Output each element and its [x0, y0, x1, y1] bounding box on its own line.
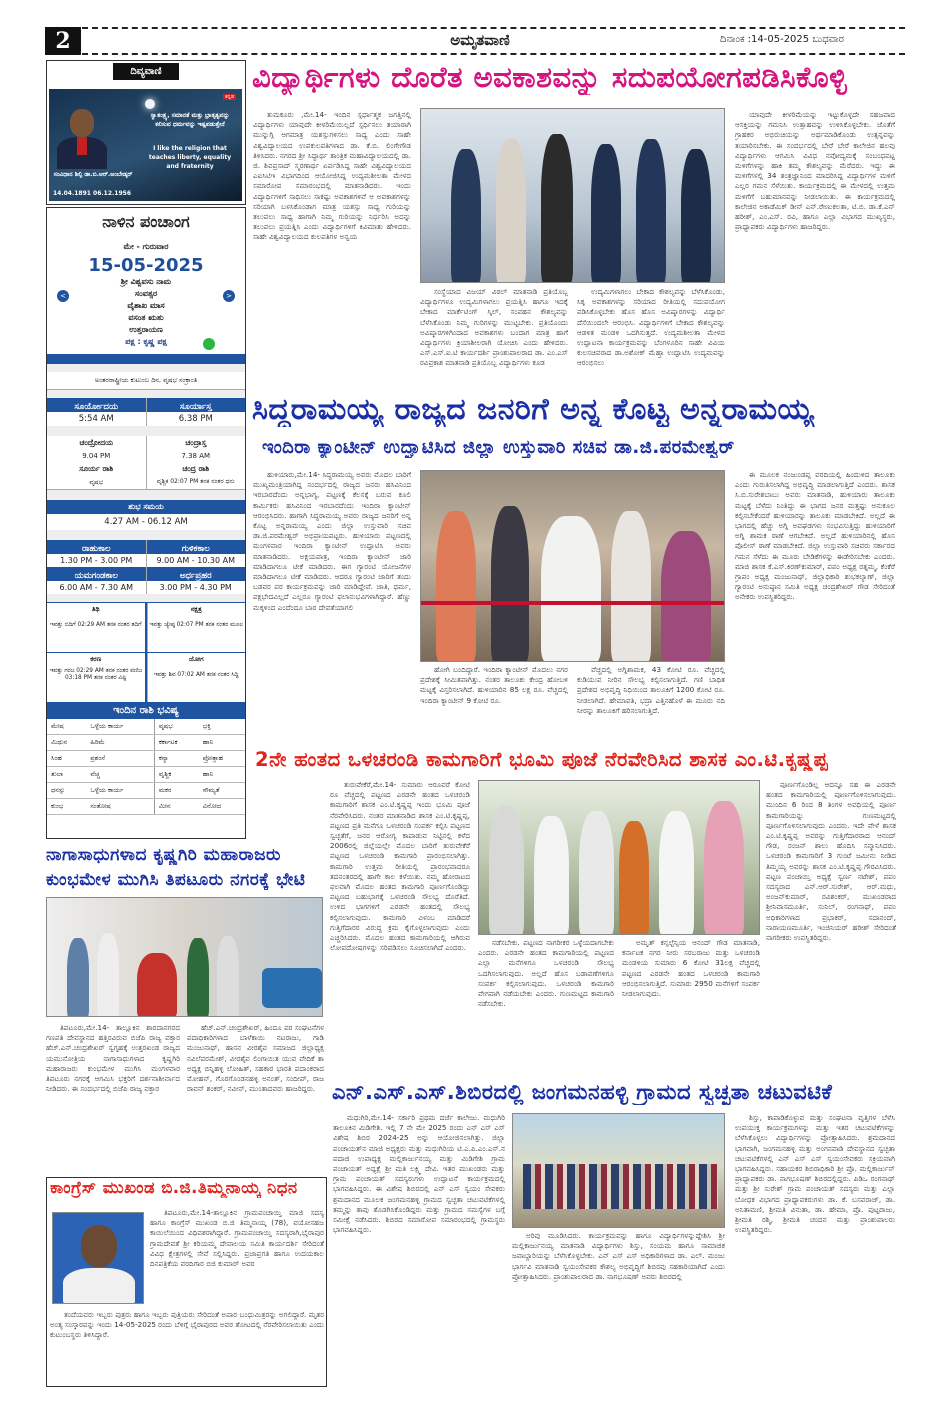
rahu-label: ರಾಹುಕಾಲ	[47, 540, 146, 554]
chandra-rashi: ವೃಶ್ಚಿಕ 02:07 PM ತನಕ ನಂತರ ಧನು	[146, 476, 246, 489]
rashi-name: ಕುಂಭ	[47, 799, 86, 815]
yama-time: 6.00 AM - 7.30 AM	[59, 583, 133, 592]
page-number: 2	[45, 27, 81, 55]
masa: ವೈಶಾಖ ಮಾಸ	[127, 301, 165, 310]
rashi-forecast: ವಿನೋದ	[199, 799, 245, 815]
rashi-forecast: ಪ್ರಶಂಸೆ	[86, 751, 154, 767]
yoga: ಇವತ್ತು ಶಿವ 07:02 AM ತನಕ ನಂತರ ಸಿದ್ಧಿ	[153, 672, 239, 678]
surya-rashi: ವೃಷಭ	[89, 478, 104, 486]
rashi-name: ಕರ್ಕಾಟಕ	[154, 735, 198, 751]
rashi-row	[47, 719, 245, 735]
rashi-name: ಮೇಷ	[47, 719, 86, 735]
article3-headline: 2ನೇ ಹಂತದ ಒಳಚರಂಡಿ ಕಾಮಗಾರಿಗೆ ಭೂಮಿ ಪೂಜೆ ನೆರವೇರಿಸಿದ ಶಾಸಕ ಎಂ.ಟಿ.ಕೃಷ್ಣಪ್ಪ	[255, 748, 829, 771]
ardha-time: 3.00 PM - 4.30 PM	[146, 581, 246, 594]
rashi-row	[47, 783, 245, 799]
article5-headline: ಎನ್.ಎಸ್.ಎಸ್.ಶಿಬಿರದಲ್ಲಿ ಜಂಗಮನಹಳ್ಳಿ ಗ್ರಾಮದ ಸ್ವಚ್ಛತಾ ಚಟುವಟಿಕೆ	[332, 1080, 833, 1104]
article2-col4: ಈ ಮೂಲಕ ನಂಜುಂಡಪ್ಪ ವರದಿಯಲ್ಲಿ ಹಿಂದುಳಿದ ತಾಲೂಕು ಎಂದು ಗುರುತಿಸಲಾಗಿದ್ದ ಅಭಿವೃದ್ಧಿ ಮಾಡಲಾಗುತ್ತಿದೆ ಎಂದರು. ಶಾಸಕ ಸಿ.ಬಿ.ಸುರೇಶಬಾಬು ಅವರು ಮಾತನಾಡಿ, ಹುಳಿಯಾರು ತಾಲೂಕು ಮಟ್ಟಕ್ಕೆ ಬೆಳೆದು ನಿಂತಿದ್ದು ಈ ಭಾಗದ ಜನರ ಮತ್ತಷ್ಟು ಅನುಕೂಲ ಕಲ್ಪಿಸಬೇಕೆಂದರೆ ಹುಳಿಯಾರನ್ನು ತಾಲೂಕು ಮಾಡಬೇಕಿದೆ. ಅಲ್ಲದೆ ಈ ಭಾಗದಲ್ಲಿ ಹೆಚ್ಚು ಅಗ್ನಿ ಅವಘಡಗಳು ಸಂಭವಿಸುತ್ತಿದ್ದು ಹುಳಿಯಾರಿಗೆ ಅಗ್ನಿ ಶಾಮಕ ಠಾಣೆ ಆಗಬೇಕಿದೆ. ಅಲ್ಲದೆ ಹುಳಿಯಾರಿನಲ್ಲಿ ಹೊಸ ಪೊಲೀಸ್ ಠಾಣೆ ಮಾಡಬೇಕಿದೆ. ಜಿಲ್ಲಾ ಉಸ್ತುವಾರಿ ಸಚಿವರು ಸರ್ಕಾರದ ಗಮನ ಸೆಳೆದು ಈ ಮೂರು ಬೇಡಿಕೆಗಳನ್ನು ಈಡೇರಿಸಬೇಕು ಎಂದರು. ಮಾಜಿ ಶಾಸಕ ಕೆ.ಎಸ್.ಕಿರಣ್‌ಕುಮಾರ್, ಪಪಂ ಅಧ್ಯಕ್ಷ ರತ್ನಮ್ಮ, ಕೆಂಕೆರೆ ಗ್ರಾಪಂ ಅಧ್ಯಕ್ಷ ಮಂಜುನಾಥ್, ಜಿಲ್ಲಾಧಿಕಾರಿ ಶುಭಕಲ್ಯಾಣ್, ಜಿಲ್ಲಾ ಗ್ಯಾರಂಟಿ ಅನುಷ್ಠಾನ ಸಮಿತಿ ಅಧ್ಯಕ್ಷ ಚಂದ್ರಶೇಖರ್ ಗೌಡ ಸೇರಿದಂತೆ ಅನೇಕರು ಉಪಸ್ಥಿತರಿದ್ದರು.	[735, 470, 895, 602]
moonrise-time: 9.04 PM	[82, 452, 111, 460]
tithi-label: ತಿಥಿ	[91, 605, 100, 613]
panchanga-title: ನಾಳಿನ ಪಂಚಾಂಗ	[102, 212, 190, 231]
article1-photo	[420, 108, 725, 283]
samvatsara-2: ಸಂವತ್ಸರ	[134, 289, 158, 298]
rashi-name: ಮಕರ	[154, 783, 198, 799]
rashi-title: ಇಂದಿನ ರಾಶಿ ಭವಿಷ್ಯ	[47, 702, 245, 719]
portrait	[57, 109, 107, 169]
ritu: ವಸಂತ ಋತು	[128, 313, 164, 322]
rashi-name: ಧನಸ್ಸು	[47, 783, 86, 799]
rashi-name: ಮಿಥುನ	[47, 735, 86, 751]
article4-headline-line1: ನಾಗಾಸಾಧುಗಳಾದ ಕೃಷ್ಣಗಿರಿ ಮಹಾರಾಜರು	[46, 845, 281, 865]
article1-headline: ವಿದ್ಯಾರ್ಥಿಗಳು ದೊರೆತ ಅವಕಾಶವನ್ನು ಸದುಪಯೋಗಪಡಿಸಿಕೊಳ್ಳಿ	[252, 60, 848, 94]
shubha-time: 4.27 AM - 06.12 AM	[104, 517, 188, 527]
article4-photo	[46, 897, 323, 1017]
whatsapp-icon[interactable]	[203, 338, 215, 350]
rashi-forecast: ಹಾನಿ	[199, 767, 245, 783]
rashi-name: ವೃಶ್ಚಿಕ	[154, 767, 198, 783]
article6-col2: ತಂದೆಯವರು ಇಬ್ಬರು ಪುತ್ರರು ಹಾಗೂ ಇಬ್ಬರು ಪುತ್ರಿಯರು ಸೇರಿದಂತೆ ಅಪಾರ ಬಂಧುಮಿತ್ರರನ್ನು ಅಗಲಿದ್ದಾರೆ. ಮೃತರ ಅಂತ್ಯ ಸಂಸ್ಕಾರವನ್ನು ಇಂದು 14-05-2025 ರಂದು ಬೆಳಿಗ್ಗೆ ಭೈರಾಪುರದ ಅವರ ತೋಟದಲ್ಲಿ ನೆರವೇರಿಸಲಾಯಿತು ಎಂದು ಕುಟುಂಬಸ್ಥರು ತಿಳಿಸಿದ್ದಾರೆ.	[50, 1310, 324, 1340]
ardha-label: ಅರ್ಧಪ್ರಹರ	[146, 567, 246, 581]
chandra-rashi-label: ಚಂದ್ರ ರಾಶಿ	[146, 462, 246, 476]
portrait-name: ಸಂವಿಧಾನ ಶಿಲ್ಪಿ ಡಾ.ಬಿ.ಆರ್.ಅಂಬೇಡ್ಕರ್	[53, 171, 133, 178]
article4-headline-line2: ಕುಂಭಮೇಳ ಮುಗಿಸಿ ತಿಪಟೂರು ನಗರಕ್ಕೆ ಭೇಟಿ	[46, 870, 306, 890]
article3-photo	[478, 780, 760, 935]
article2-col3: ವೆಚ್ಚದಲ್ಲಿ ಅಗ್ನಿಶಾಮಕ, 43 ಕೋಟಿ ರೂ. ವೆಚ್ಚದಲ್ಲಿ ಕುಡಿಯುವ ನೀರಿನ ಸೌಲಭ್ಯ ಕಲ್ಪಿಸಲಾಗುತ್ತಿದೆ. ಗಣಿ ಬಾಧಿತ ಪ್ರದೇಶದ ಅಭಿವೃದ್ಧಿ ನಿಧಿಯಿಂದ ತಾಲೂಕಿಗೆ 1200 ಕೋಟಿ ರೂ. ನೀಡಲಾಗಿದೆ. ಹೇಮಾವತಿ, ಭದ್ರಾ ಎತ್ತಿನಹೊಳೆ ಈ ಮೂರು ನದಿ ನೀರನ್ನು ತಾಲೂಕಿಗೆ ಹರಿಸಲಾಗುತ್ತಿದೆ.	[577, 665, 725, 715]
rashi-forecast: ಒಳ್ಳೆಯ ಕಾರ್ಯ	[86, 719, 154, 735]
article2-headline: ಸಿದ್ಧರಾಮಯ್ಯ ರಾಜ್ಯದ ಜನರಿಗೆ ಅನ್ನ ಕೊಟ್ಟ ಅನ್ನರಾಮಯ್ಯ	[252, 392, 815, 427]
article1-col2: ಸಂಸ್ಥೆಯಾದ ವಿಜಯ್ ವಿಠಲ್ ಮಾತನಾಡಿ ಪ್ರತಿಯೊಬ್ಬ ವಿದ್ಯಾರ್ಥಿಗಳೂ ಉದ್ಯಮಿಗಳಾಗಲು ಪ್ರಯತ್ನಿಸಿ ಹಾಗೂ ಇದಕ್ಕೆ ಬೇಕಾದ ಮಾರ್ಕೆಟಿಂಗ್ ಸ್ಕಿಲ್, ಸಂವಹನ ಕೌಶಲ್ಯವನ್ನು ಬೆಳೆಸಿಕೊಂಡು ನಿಮ್ಮ ಗುರಿಗಳನ್ನು ಮುಟ್ಟಬೇಕು. ಪ್ರತಿಯೊಂದು ಅವಿಷ್ಕಾರಗಳಿಗಿಂದಾದ ಅವಕಾಶಗಳು ಬಂದಾಗ ಮಾತ್ರ ಹಾಗೆ ವಿದ್ಯಾರ್ಥಿಗಳು ಕ್ರಿಯಾಶೀಲರಾಗಿ ಯೋಚಿಸಿ ಎಂದು ಹೇಳಿದರು. ಎಸ್.ಎಸ್.ಐ.ಟಿ ಕಾರ್ಯದರ್ಶಿ ಪ್ರಾಂಶುಪಾಲರಾದ ಡಾ. ಎಂ.ಎಸ್ ರವಿಪ್ರಕಾಶ ಮಾತನಾಡಿ ಪ್ರತಿಯೊಬ್ಬ ವಿದ್ಯಾರ್ಥಿಗಳು ಕೂಡ	[420, 287, 568, 368]
rashi-forecast: ಭಕ್ತಿ	[199, 719, 245, 735]
rashi-forecast: ಸೌಮ್ಯತೆ	[199, 783, 245, 799]
article3-col3: ಅಮೃತ್ ಕನ್ಸಲ್ಟೆನ್ಸಿಯ ಆನಂದ್ ಗೌಡ ಮಾತನಾಡಿ, ಕರ್ನಾಟಕ ನಗರ ನೀರು ಸರಬರಾಜು ಮತ್ತು ಒಳಚರಂಡಿ ಮಂಡಳಿಯ ಸುಮಾರು 6 ಕೋಟಿ 31ಲಕ್ಷ ವೆಚ್ಚದಲ್ಲಿ ಪಟ್ಟಣದ ಎರಡನೇ ಹಂತದ ಒಳಚರಂಡಿ ಕಾಮಗಾರಿ ಆರಂಭಿಸಲಾಗುತ್ತಿದೆ. ಸುಮಾರು 2950 ಮನೆಗಳಿಗೆ ಸಂಪರ್ಕ ನೀಡಲಾಗುವುದು.	[622, 938, 760, 999]
moon-icon	[145, 99, 155, 109]
gulika-label: ಗುಳಿಕಕಾಲ	[146, 540, 246, 554]
karana: ಇವತ್ತು ಗರಜ 02:29 AM ತನಕ ನಂತರ ವಣಿಜ 03:18 PM ತನಕ ನಂತರ ವಿಷ್ಟಿ	[49, 668, 142, 681]
rahu-time: 1.30 PM - 3.00 PM	[60, 556, 133, 565]
article1-col3: ಉದ್ಯಮಿಗಳಾಗಲು ಬೇಕಾದ ಕೌಶಲ್ಯವನ್ನು ಬೆಳೆಸಿಕೊಂಡು, ಸಿಕ್ಕ ಅವಕಾಶಗಳನ್ನು ಸರಿಯಾದ ರೀತಿಯಲ್ಲಿ ಸದುಪಯೋಗ ಪಡಿಸಿಕೊಳ್ಳಬೇಕು ಹೊಸ ಹೊಸ ಅವಿಷ್ಕಾರಗಳನ್ನು ವಿದ್ಯಾರ್ಥಿ ದೆಸೆಯಿಂದಲೇ ಆರಂಭಿಸಿ. ವಿದ್ಯಾರ್ಥಿಗಳಿಗೆ ಬೇಕಾದ ಕೌಶಲ್ಯವನ್ನು ಆಡಳಿತ ಮಂಡಳಿ ಒದಗಿಸುತ್ತದೆ. ಉದ್ಯಮಶೀಲತಾ ಮೇಳದ ಉದ್ಘಾಟನಾ ಕಾರ್ಯಕ್ರಮವನ್ನು ಬೆಂಗಳೂರಿನ ಸಾಹೇ ವಿವಿಯ ಕುಲಸಚಿವರಾದ ಡಾ.ಅಶೋಕ್ ಮೆಹ್ತಾ ಉದ್ಘಾಟಿಸಿ ಉದ್ಯಮವನ್ನು ಆರಂಭಿಸಲು	[577, 287, 725, 368]
article5-photo	[512, 1113, 725, 1228]
issue-date: ದಿನಾಂಕ :14-05-2025 ಬುಧವಾರ	[720, 34, 844, 45]
article3-col4: ಪೂರ್ಣಗೊಂಡಿಲ್ಲ ಆದನ್ನೂ ಸಹ ಈ ಎರಡನೇ ಹಂತದ ಕಾಮಗಾರಿಯಲ್ಲಿ ಪೂರ್ಣಗೊಳಿಸಲಾಗುವುದು. ಮುಂದಿನ 6 ರಿಂದ 8 ತಿಂಗಳ ಅವಧಿಯಲ್ಲಿ ಪೂರ್ಣ ಕಾಮಗಾರಿಯನ್ನು ಗುಣಮಟ್ಟದಲ್ಲಿ ಪೂರ್ಣಗೊಳಿಸಲಾಗುವುದು ಎಂದರು. ಇದೇ ವೇಳೆ ಶಾಸಕ ಎಂ.ಟಿ.ಕೃಷ್ಣಪ್ಪ ಅವರನ್ನು ಗುತ್ತಿಗೆದಾರರಾದ ಆನಂದ್ ಗೌಡ, ರಂಜನ್ ಶಾಲು ಹೊದಿಸಿ ಸನ್ಮಾನಿಸಿದರು. ಒಳಚರಂಡಿ ಕಾಮಗಾರಿಗೆ 3 ಗುಂಟೆ ಜಮೀನು ನೀಡಿದ ತಿಮ್ಮಯ್ಯ ಅವರನ್ನು ಶಾಸಕ ಎಂ.ಟಿ.ಕೃಷ್ಣಪ್ಪ ಗೌರವಿಸಿದರು. ಪಟ್ಟಣ ಪಂಚಾಯ್ತಿ ಅಧ್ಯಕ್ಷೆ ಸ್ವರ್ಣ ನಟೇಶ್, ಪಪಂ ಸದಸ್ಯರಾದ ಎನ್.ಆರ್.ಸುರೇಶ್, ಆರ್.ಮಧು, ಅಂಜನ್‌ಕುಮಾರ್, ರವಿಶಂಕರ್, ಮುಖಂಡರಾದ ಶ್ರೀನಿವಾಸಮೂರ್ತಿ, ಸುನಿಲ್, ರಂಗನಾಥ್, ಪಪಂ ಅಧಿಕಾರಿಗಳಾದ ಪ್ರಭಾಕರ್, ಸದಾನಂದ್, ನಾರಾಯಣಮೂರ್ತಿ, ಇಂಜಿನಿಯರ್ ಹರೀಶ್ ಸೇರಿದಂತೆ ನಾಗರೀಕರು ಉಪಸ್ಥಿತರಿದ್ದರು.	[766, 780, 896, 943]
rashi-forecast: ಸಂತೋಷ	[86, 799, 154, 815]
sunrise-time: 5:54 AM	[78, 414, 114, 424]
surya-rashi-label: ಸೂರ್ಯ ರಾಶಿ	[79, 464, 114, 473]
portrait-dates: 14.04.1891 06.12.1956	[53, 190, 132, 197]
rashi-name: ಕನ್ಯಾ	[154, 751, 198, 767]
gulika-time: 9.00 AM - 10.30 AM	[146, 554, 246, 567]
panchanga-box	[46, 207, 246, 839]
article6-headline: ಕಾಂಗ್ರೆಸ್ ಮುಖಂಡ ಬಿ.ಜಿ.ತಿಮ್ಮನಾಯ್ಕ ನಿಧನ	[50, 1178, 298, 1197]
panchanga-date: 15-05-2025	[88, 255, 204, 276]
prev-arrow-icon[interactable]: <	[57, 290, 69, 302]
article1-col4: ಯಾವುದೇ ಕೀಳರಿಮೆಯನ್ನು ಇಟ್ಟುಕೊಳ್ಳದೇ ಸಹಜವಾದ ಆಸಕ್ತಿಯನ್ನು ಗಮನಿಸಿ ಉತ್ಸಾಹವನ್ನು ಉಳಿಸಿಕೊಳ್ಳಬೇಕು. ಜೊತೆಗೆ ಗ್ರಾಹಕರ ಅಭಿರುಚಿಯನ್ನು ಅರ್ಥಮಾಡಿಕೊಂಡು ಉತ್ಪನ್ನವನ್ನು ತಯಾರಿಸಬೇಕು. ಈ ಸಂದರ್ಭದಲ್ಲಿ ಬೇರೆ ಬೇರೆ ಕಾಲೇಜಿನ ಹಲವು ವಿದ್ಯಾರ್ಥಿಗಳು ಆಗಮಿಸಿ ವಿವಿಧ ನವೋದ್ಯಮಕ್ಕೆ ಸಂಬಂಧಪಟ್ಟ ಮಳಿಗೆಗಳನ್ನು ಹಾಕಿ ತಮ್ಮ ಕೌಶಲ್ಯವನ್ನು ಮೆರೆದರು. ಇದ್ದು ಈ ಮಳಿಗೆಗಳಲ್ಲಿ 34 ತಂತ್ರಜ್ಞಾನಿಂದ ಮಾದರಿಸಿದ್ದ ವಿದ್ಯಾರ್ಥಿಗಳ ಮಳಿಗೆ ಎಲ್ಲರ ಗಮನ ಸೆಳೆಯಿತು. ಕಾರ್ಯಕ್ರಮದಲ್ಲಿ ಈ ಮೇಳದಲ್ಲಿ ಉತ್ತಮ ಮಳಿಗೆಗೆ ಬಹುಮಾನವನ್ನು ನೀಡಲಾಯಿತು. ಈ ಕಾರ್ಯಕ್ರಮದಲ್ಲಿ ಕಾಲೇಜಿನ ಅಕಾಡೆಮಿಕ್ ಡೀನ್ ಎನ್.ರೇಣುಕಲತಾ, ಟಿ.ಬಿ. ಡಾ.ಕೆ.ಎನ್ ಹರೀಶ್, ಎಂ.ಎಸ್. ರವಿ, ಹಾಗೂ ಎಲ್ಲಾ ವಿಭಾಗದ ಮುಖ್ಯಸ್ಥರು, ಪ್ರಾಧ್ಯಾಪಕರು ವಿದ್ಯಾರ್ಥಿಗಳು ಹಾಜರಿದ್ದರು.	[735, 110, 895, 232]
rashi-forecast: ಒಳ್ಳೆಯ ಕಾರ್ಯ	[86, 783, 154, 799]
next-arrow-icon[interactable]: >	[223, 290, 235, 302]
article5-col2: ಅರಿವು ಮೂಡಿಸಿದರು. ಕಾರ್ಯಕ್ರಮವನ್ನು ಹಾಗೂ ವಿದ್ಯಾರ್ಥಿಗಳನ್ನುದ್ದೇಶಿಸಿ ಶ್ರೀ ಮಲ್ಲಿಕಾರ್ಜುನಯ್ಯ ಮಾತನಾಡಿ ವಿದ್ಯಾರ್ಥಿಗಳು ಶಿಸ್ತು, ಸಂಯಮ ಹಾಗೂ ಸಾಮಾಜಿಕ ಜವಾಬ್ದಾರಿಯನ್ನು ಬೆಳೆಸಿಕೊಳ್ಳಬೇಕು. ಎನ್ ಎಸ್ ಎಸ್ ಅಧಿಕಾರಿಗಳಾದ ಡಾ. ಎಲ್. ಮಂಜು ಭಾರ್ಗವಿ ಮಾತನಾಡಿ ಸ್ವಯಂಸೇವಕರ ಕೌಶಲ್ಯ ಅಭಿವೃದ್ಧಿಗೆ ಶಿಬಿರವು ಸಹಕಾರಿಯಾಗಿದೆ ಎಂದು ಪ್ರೋತ್ಸಾಹಿಸಿದರು. ಪ್ರಾಂಶುಪಾಲರಾದ ಡಾ. ನಾಗಭೂಷಣ್ ಅವರು ಶಿಬಿರದಲ್ಲಿ	[512, 1231, 725, 1281]
article4-col2: ಹೆಚ್.ಎನ್.ಚಂದ್ರಶೇಖರ್, ಹಿಂದೂ ಪರ ಸಂಘಟನೆಗಳ ಪದಾಧಿಕಾರಿಗಳಾದ ಬಾಳೆಕಾಯಿ ನಟರಾಜು, ಗಾಡಿ ಮಂಜುನಾಥ್, ಹಾಸನ ವೀರಶೈವ ಸಮಾಜದ ಜಿಲ್ಲಾಧ್ಯಕ್ಷ ನವಿಲೆಪರಮೇಶ್, ವೀರಶೈವ ಲಿಂಗಾಯಿತ ಯುವ ವೇದಿಕೆ ತಾ ಅಧ್ಯಕ್ಷ ಬಿನ್ನಿಹಳ್ಳಿ ಲೋಹಿತ್, ಸಹಕಾರ ಭಾರತಿ ಪದಾಂಕರಾದ ಮೋಹನ್, ಗೊರಗೊಂಡನಹಳ್ಳಿ ಅನಂತ್, ಸಂದೀಪ್, ರಾಜ ರಾವನ್ ಶಂಕರ್, ನವೀನ್, ಮುಂತಾದವರು ಹಾಜರಿದ್ದರು.	[187, 1023, 324, 1094]
rashi-name: ಸಿಂಹ	[47, 751, 86, 767]
rashi-forecast: ಹಿರಿಮೆ	[86, 735, 154, 751]
rashi-forecast: ಹಾನಿ	[199, 735, 245, 751]
rashi-forecast: ಪ್ರೋತ್ಸಾಹ	[199, 751, 245, 767]
article6-photo	[52, 1212, 144, 1304]
article5-col3: ಶಿಸ್ತು, ಕಾಪಾಡಿಕೊಳ್ಳುವ ಮತ್ತು ಸಂಘಟನಾ ವೃತ್ತಿಗಳ ಬೆಳೆಸಿ ಉಪಯುಕ್ತ ಕಾರ್ಯಕ್ರಮಗಳನ್ನು ಮತ್ತು ಇತರ ಚಟುವಟಿಕೆಗಳನ್ನು ಬೆಳೆಸಿಕೊಳ್ಳಲು ವಿದ್ಯಾರ್ಥಿಗಳನ್ನು ಪ್ರೋತ್ಸಾಹಿಸಿದರು. ಶ್ರಮದಾನದ ಭಾಗವಾಗಿ, ಜಂಗಮನಹಳ್ಳಿ ಮತ್ತು ಅಂಗನವಾಡಿ ದೇವಸ್ಥಾನದ ಸ್ವಚ್ಛತಾ ಚಟುವಟಿಕೆಗಳಲ್ಲಿ ಎನ್ ಎಸ್ ಎಸ್ ಸ್ವಯಂಸೇವಕರು ಸಕ್ರಿಯವಾಗಿ ಭಾಗವಹಿಸಿದ್ದರು. ಸಹಾಯಕರ ಶಿಬಿರಾಧಿಕಾರಿ ಶ್ರೀ ಪ್ರೊ. ಮಲ್ಲಿಕಾರ್ಜುನ್ ಪ್ರಾಧ್ಯಾಪಕರು ಡಾ. ನಾಗಭೂಷಣ್ ಶಿಬಿರದಲ್ಲಿದ್ದರು. ಪಿಡಿಒ ರಂಗನಾಥ್ ಮತ್ತು ಶ್ರೀ ಸುರೇಶ್ ಗ್ರಾಮ ಪಂಚಾಯತ್ ಸದಸ್ಯರು ಮತ್ತು ಎಲ್ಲಾ ಬೋಧಕ ವಿಭಾಗದ ಪ್ರಾಧ್ಯಾಪಕರುಗಳು ಡಾ. ಕೆ. ಬಸವರಾಜ್, ಡಾ. ಅನಿತಾಮಣಿ, ಶ್ರೀಮತಿ ವಿನುತಾ, ಡಾ. ಹೇಮಾ, ಪ್ರೊ. ಪುಟ್ಟರಾಜು, ಶ್ರೀಮತಿ ರಶ್ಮಿ, ಶ್ರೀಮತಿ ಚಂದನ ಮತ್ತು ಪ್ರಾಂಶುಪಾಲರು ಉಪಸ್ಥಿತರಿದ್ದರು.	[735, 1113, 895, 1235]
paksha: ಪಕ್ಷ : ಕೃಷ್ಣ ಪಕ್ಷ	[125, 337, 167, 346]
festival: ಅಂತರರಾಷ್ಟ್ರೀಯ ಕುಟುಂಬ ದಿನ, ವೃಷಭ ಸಂಕ್ರಾಂತಿ	[47, 372, 245, 390]
blue-divider	[47, 354, 245, 364]
rashi-row	[47, 767, 245, 783]
article3-col2: ನಡೆಸಬೇಕು. ಪಟ್ಟಣದ ನಾಗರೀಕರ ಒಳ್ಳೆಯದಾಗಬೇಕು ಎಂದರು. ಎರಡನೇ ಹಂತದ ಕಾಮಗಾರಿಯಲ್ಲಿ ಪಟ್ಟಣದ ಎಲ್ಲಾ ಮನೆಗಳಿಗೂ ಒಳಚರಂಡಿ ಸೌಲಭ್ಯ ಒದಗಿಸಲಾಗುವುದು. ಅಲ್ಲದೆ ಹೊಸ ಬಡಾವಣೆಗಳಿಗೂ ಸಂಪರ್ಕ ಕಲ್ಪಿಸಲಾಗುವುದು. ಒಳಚರಂಡಿ ಕಾಮಗಾರಿ ವೇಗವಾಗಿ ನಡೆಯಬೇಕು ಎಂದರು. ಗುಣಮಟ್ಟದ ಕಾಮಗಾರಿ ನಡೆಸಬೇಕು.	[478, 938, 614, 1009]
sunset-time: 6.38 PM	[146, 412, 246, 426]
yama-label: ಯಮಗಂಡಕಾಲ	[47, 567, 146, 581]
rashi-row	[47, 735, 245, 751]
tithi: ಇವತ್ತು ಬಿದಿಗೆ 02:29 AM ತನಕ ನಂತರ ತದಿಗೆ	[49, 622, 142, 628]
moonrise-label: ಚಂದ್ರೋದಯ	[79, 438, 114, 447]
divyavani-image	[49, 89, 242, 201]
quote-english: I like the religion that teaches liberty, equality and fraternity	[148, 145, 232, 170]
article5-col1: ಮಧುಗಿರಿ,ಮೇ.14- ಸರ್ಕಾರಿ ಪ್ರಥಮ ದರ್ಜೆ ಕಾಲೇಜು. ಮಧುಗಿರಿ ತಾಲೂಕಿನ ಮಿಡಿಗೇಶಿ. ಇಲ್ಲಿ 7 ನೇ ಮೇ 2025 ರಂದು ಎನ್ ಎಸ್ ಎಸ್ ವಿಶೇಷ ಶಿಬಿರ 2024-25 ಅನ್ನು ಆಯೋಜಿಸಲಾಗಿತ್ತು. ಜಿಲ್ಲಾ ಪಂಚಾಯತ್‌ನ ಮಾಜಿ ಅಧ್ಯಕ್ಷರು ಮತ್ತು ಮಧುಗಿರಿಯ ಟಿ.ಎ.ಪಿ.ಎಂ.ಎಸ್.ನ ಪದಾಜಿ ಉಪಾಧ್ಯಕ್ಷ ಮಲ್ಲಿಕಾರ್ಜುನಯ್ಯ ಮತ್ತು ಮಿಡಿಗೇಶಿ ಗ್ರಾಮ ಪಂಚಾಯತ್ ಅಧ್ಯಕ್ಷೆ ಶ್ರೀ ಮತಿ ಲಕ್ಷ್ಮಿ ದೇವಿ. ಇತರ ಮುಖಂಡರು ಮತ್ತು ಗ್ರಾಮ ಪಂಚಾಯತ್ ಸದಸ್ಯರುಗಳು ಉದ್ಘಾಟನೆ ಕಾರ್ಯಕ್ರಮದಲ್ಲಿ ಭಾಗವಹಿಸಿದ್ದರು. ಈ ವಿಶೇಷ ಶಿಬಿರದಲ್ಲಿ ಎನ್ ಎಸ್ ಸ್ವಯಂ ಸೇವಕರು ಶ್ರಮದಾನದ ಮೂಲಕ ಜಂಗಮನಹಳ್ಳಿ ಗ್ರಾಮದ ಸ್ವಚ್ಛತಾ ಚಟುವಟಿಕೆಗಳಲ್ಲಿ ತಮ್ಮನ್ನು ತಾವು ತೊಡಗಿಸಿಕೊಂಡಿದ್ದರು ಮತ್ತು ಗ್ರಾಮದ ಸಮಸ್ಯೆಗಳ ಬಗ್ಗೆ ಸಮೀಕ್ಷೆ ನಡೆಸಿದರು. ಶಿಬಿರದ ಸಮಾರೋಪ ಸಮಾರಂಭದಲ್ಲಿ ಗ್ರಾಮಸ್ಥರು ಭಾಗವಹಿಸಿದ್ದರು.	[333, 1113, 505, 1235]
article3-col1: ತುರುವೇಕೆರೆ,ಮೇ.14- ಸುಮಾರು ಆರೂವರೆ ಕೋಟಿ ರೂ ವೆಚ್ಚದಲ್ಲಿ ಪಟ್ಟಣದ ಎರಡನೇ ಹಂತದ ಒಳಚರಂಡಿ ಕಾಮಗಾರಿಗೆ ಶಾಸಕ ಎಂ.ಟಿ.ಕೃಷ್ಣಪ್ಪ ಇಂದು ಭೂಮಿ ಪೂಜೆ ನೆರವೇರಿಸಿದರು. ನಂತರ ಮಾತನಾಡಿದ ಶಾಸಕ ಎಂ.ಟಿ.ಕೃಷ್ಣಪ್ಪ, ಪಟ್ಟಣದ ಪ್ರತಿ ಮನೆಗೂ ಒಳಚರಂಡಿ ಸಂಪರ್ಕ ಕಲ್ಪಿಸಿ ಪಟ್ಟಣದ ಸ್ವಚ್ಛತೆಗೆ, ಜನರ ಆರೋಗ್ಯ ಕಾಪಾಡುವ ನಿಟ್ಟಿನಲ್ಲಿ ಕಳೆದ 2006ರಲ್ಲಿ ಜಿಲ್ಲೆಯಲ್ಲೇ ಮೊದಲ ಬಾರಿಗೆ ತುರುವೇಕೆರೆ ಪಟ್ಟಣದ ಒಳಚರಂಡಿ ಕಾಮಗಾರಿ ಪ್ರಾರಂಭಿಸಲಾಗಿತ್ತು. ಕಾಮಗಾರಿ ಉತ್ತಮ ರೀತಿಯಲ್ಲಿ ಪ್ರಾರಂಭವಾದರೂ ತದನಂತರದಲ್ಲಿ ಹಾಗೇ ಕಾಲ ಕಳೆಯಿತು. ನಮ್ಮ ಹೋರಾಟದ ಫಲವಾಗಿ ಮೊದಲ ಹಂತದ ಕಾಮಗಾರಿ ಪೂರ್ಣಗೊಂಡಿದ್ದು ಪಟ್ಟಣದ ಬಹುಭಾಗಕ್ಕೆ ಒಳಚರಂಡಿ ಸೌಲಭ್ಯ ದೊರೆತಿದೆ. ಉಳಿದ ಭಾಗಗಳಿಗೆ ಎರಡನೇ ಹಂತದಲ್ಲಿ ಸೌಲಭ್ಯ ಕಲ್ಪಿಸಲಾಗುವುದು. ಕಾಮಗಾರಿ ವಿಳಂಬ ಮಾಡಿದರೆ ಗುತ್ತಿಗೆದಾರರ ವಿರುದ್ಧ ಕ್ರಮ ಕೈಗೊಳ್ಳಲಾಗುವುದು ಎಂದು ಎಚ್ಚರಿಸಿದರು. ಮೊದಲ ಹಂತದ ಕಾಮಗಾರಿಯಲ್ಲಿ ಆಗಿರುವ ಲೋಪದೋಷಗಳನ್ನು ಸರಿಪಡಿಸಲು ಸೂಚಿಸಲಾಗಿದೆ ಎಂದರು.	[330, 780, 470, 953]
rashi-name: ವೃಷಭ	[154, 719, 198, 735]
article1-col1: ತುಮಕೂರು ,ಮೇ.14- ಇಂದಿನ ಸ್ಪರ್ಧಾತ್ಮಕ ಜಗತ್ತಿನಲ್ಲಿ ವಿದ್ಯಾರ್ಥಿಗಳು ಯಾವುದೇ ಕೀಳರಿಮೆಯಿಲ್ಲದೆ ಸ್ಪರ್ಧಿಸಲು ತಯಾರಾಗಿ ಮುನ್ನುಗ್ಗಿ ಆಗಮಾತ್ರ ಯಶಸ್ಸುಗಳಿಸಲು ಸಾಧ್ಯ ಎಂದು ಸಾಹೇ ವಿಶ್ವವಿದ್ಯಾಲಯದ ಉಪಕುಲಪತಿಗಳಾದ ಡಾ. ಕೆ.ಬಿ. ಲಿಂಗೇಗೌಡ ತಿಳಿಸಿದರು. ನಗರದ ಶ್ರೀ ಸಿದ್ಧಾರ್ಥ ತಾಂತ್ರಿಕ ಮಹಾವಿದ್ಯಾಲಯದಲ್ಲಿ ಡಾ. ಜಿ. ಶಿವಪ್ರಸಾದ್ ಸ್ಮರಣಾರ್ಥ ಏರ್ಪಡಿಸಿದ್ದ ಸಾಹೇ ವಿಶ್ವವಿದ್ಯಾಲಯದ ಎಐಸಿಟಿಇ ವಿಭಾಗದಿಂದ ಆಯೋಜಿಸಿದ್ದ ಉದ್ಯಮಶೀಲತಾ ಮೇಳದ ಸಮಾರೋಪ ಸಮಾರಂಭದಲ್ಲಿ ಮಾತನಾಡಿದರು. ಇಂದು ವಿದ್ಯಾರ್ಥಿಗಳಿಗೆ ಸಾಧಿಸಲು ಸಾಕಷ್ಟು ಅವಕಾಶಗಳಿವೆ ಆ ಅವಕಾಶಗಳನ್ನು ಸರಿಯಾಗಿ ಬಳಸಿಕೊಂಡಾಗ ಮಾತ್ರ ಯಶಸ್ಸು ಸಾಧ್ಯ ಗುರಿಯನ್ನು ತಲುಪಲು ಸಾಧ್ಯ ಹಾಗಾಗಿ ನಿಮ್ಮ ಗುರಿಯನ್ನು ನಿರ್ಧರಿಸಿ ಅದನ್ನು ತಲುಪಲು ಪ್ರಯತ್ನಿಸಿ ಎಂದು ವಿದ್ಯಾರ್ಥಿಗಳಿಗೆ ಕಿವಿಮಾತು ಹೇಳಿದರು. ಸಾಹೇ ವಿಶ್ವವಿದ್ಯಾಲಯದ ಕುಲಪತಿಗಳ ಅನ್ವಯ	[253, 110, 411, 242]
shubha-label: ಶುಭ ಸಮಯ	[47, 500, 245, 514]
rashi-name: ಮೀನ	[154, 799, 198, 815]
article2-photo	[420, 470, 725, 662]
moonset-label: ಚಂದ್ರಾಸ್ತ	[146, 436, 246, 450]
sunset-label: ಸೂರ್ಯಾಸ್ತ	[146, 398, 246, 412]
ayana: ಉತ್ತರಾಯಣ	[129, 325, 163, 334]
rashi-table	[47, 719, 245, 815]
article4-col1: ತಿಪಟೂರು,ಮೇ.14- ತಾಲ್ಲೂಕಿನ ಶಾರದಾನಗರದ ಗಣಪತಿ ದೇವಸ್ಥಾನದ ಹತ್ತಿರವಿರುವ ಬಿಜೆಪಿ ರಾಜ್ಯ ವಕ್ತಾರ ಹೆಚ್.ಎನ್.ಚಂದ್ರಶೇಖರ್ ಸ್ವಗೃಹಕ್ಕೆ ಉತ್ತರಖಂಡ ರಾಜ್ಯದ ಯಮುನೋತ್ರಿಯ ನಾಗಾಸಾಧುಗಳಾದ ಕೃಷ್ಣಗಿರಿ ಮಹಾರಾಜರು ಕುಂಭಮೇಳ ಮುಗಿಸಿ ಮಂಗಳವಾರ ತಿಪಟೂರು ನಗರಕ್ಕೆ ಆಗಮಿಸಿ ಭಕ್ತರಿಗೆ ದರ್ಶನಾಶೀರ್ವಾದ ನೀಡಿದರು. ಈ ಸಂದರ್ಭದಲ್ಲಿ ಬಿಜೆಪಿ ರಾಜ್ಯ ವಕ್ತಾರ	[46, 1023, 180, 1094]
samvatsara: ಶ್ರೀ ವಿಶ್ವವಸು ನಾಮ	[120, 277, 172, 286]
article2-subheadline: ಇಂದಿರಾ ಕ್ಯಾಂಟೀನ್ ಉದ್ಘಾಟಿಸಿದ ಜಿಲ್ಲಾ ಉಸ್ತುವಾರಿ ಸಚಿವ ಡಾ.ಜಿ.ಪರಮೇಶ್ವರ್	[262, 437, 735, 458]
masthead: ಅಮೃತವಾಣಿ	[450, 31, 510, 49]
panchanga-day: ಮೇ - ಗುರುವಾರ	[123, 242, 169, 251]
nakshatra: ಇವತ್ತು ಜ್ಯೇಷ್ಠ 02:07 PM ತನಕ ನಂತರ ಮೂಲ	[149, 622, 243, 628]
rashi-name: ತುಲಾ	[47, 767, 86, 783]
rashi-forecast: ವೆಚ್ಚ	[86, 767, 154, 783]
yoga-label: ಯೋಗ	[188, 655, 204, 663]
article6-col1: ತಿಪಟೂರು,ಮೇ.14-ತಾಲ್ಲೂಕಿನ ಗ್ರಾಮಪಂಚಾಯ್ತಿ ಮಾಜಿ ಸದಸ್ಯ ಹಾಗೂ ಕಾಂಗ್ರೆಸ್ ಮುಖಂಡ ಬಿ.ಜಿ ತಿಮ್ಮನಾಯ್ಕ (78), ವಯೋಸಹಜ ಕಾಯಿಲೆಯಿಂದ ವಿಧಿವಶರಾಗಿದ್ದಾರೆ. ಗ್ರಾಮಪಂಚಾಯ್ತಿ ಸದಸ್ಯರಾಗಿ,ಭೈರಾಪುರ ಗ್ರಾಮದೇವತೆ ಶ್ರೀ ಕರಿಯಮ್ಮ ದೇವಾಲಯ ಸಮಿತಿ ಕಾರ್ಯದರ್ಶಿ ಸೇರಿದಂತೆ ವಿವಿಧ ಕ್ಷೇತ್ರಗಳಲ್ಲಿ ಸೇವೆ ಸಲ್ಲಿಸಿದ್ದರು. ಪ್ರಜಾಪ್ರಗತಿ ಹಾಗೂ ಉದಯಕಾಲ ದಿನಪತ್ರಿಕೆಯ ವರದಿಗಾರ ಬಿಜಿ ಕುಮಾರ್ ಅವರ	[150, 1208, 324, 1269]
quote-kannada: ಸ್ವಾತಂತ್ರ್ಯ, ಸಮಾನತೆ ಮತ್ತು ಭ್ರಾತೃತ್ವವನ್ನು ಕಲಿಸುವ ಧರ್ಮವನ್ನು ಇಷ್ಟಪಡುತ್ತೇನೆ	[150, 112, 230, 128]
rashi-row	[47, 799, 245, 815]
sunrise-label: ಸೂರ್ಯೋದಯ	[47, 398, 146, 412]
divyavani-box	[46, 60, 246, 205]
logo-badge: ಕನ್ನಡ	[225, 94, 234, 100]
article2-col1: ಹುಳಿಯಾರು,ಮೇ.14- ಸಿದ್ಧರಾಮಯ್ಯ ಅವರು ಮೊದಲ ಬಾರಿಗೆ ಮುಖ್ಯಮಂತ್ರಿಯಾಗಿದ್ದ ಸಂದರ್ಭದಲ್ಲಿ ರಾಜ್ಯದ ಜನರು ಹಸಿವಿನಿಂದ ಇರಬಾರದೆಂದು ಅನ್ನಭಾಗ್ಯ, ಪಟ್ಟಣಕ್ಕೆ ಕೆಲಸಕ್ಕೆ ಬರುವ ಕೂಲಿ ಕಾರ್ಮಿಕರು ಹಸಿವಿನಿಂದ ಇರಬಾರದೆಂದು ಇಂದಿರಾ ಕ್ಯಾಂಟೀನ್ ಆರಂಭಿಸಿದರು. ಹಾಗಾಗಿ ಸಿದ್ಧರಾಮಯ್ಯ ಅವರು ರಾಜ್ಯದ ಜನರಿಗೆ ಅನ್ನ ಕೊಟ್ಟ ಅನ್ನರಾಮಯ್ಯ ಎಂದು ಜಿಲ್ಲಾ ಉಸ್ತುವಾರಿ ಸಚಿವ ಡಾ.ಜಿ.ಪರಮೇಶ್ವರ್ ಅಭಿಪ್ರಾಯಪಟ್ಟರು. ಹುಳಿಯಾರು ಪಟ್ಟಣದಲ್ಲಿ ಮಂಗಳವಾರ ಇಂದಿರಾ ಕ್ಯಾಂಟೀನ್ ಉದ್ಘಾಟಿಸಿ ಅವರು ಮಾತನಾಡಿದರು. ಅಕ್ಷಯಪಾತ್ರ, ಇಂದಿರಾ ಕ್ಯಾಂಟೀನ್ ಜಾರಿ ಮಾಡಿದಾಗಲೂ ಟೀಕೆ ಮಾಡಿದರು. ಈಗ ಗ್ಯಾರಂಟಿ ಯೋಜನೆಗಳ ಮಾಡಿದಾಗಲೂ ಟೀಕೆ ಮಾಡಿದರು. ಆದರೂ ಗ್ಯಾರಂಟಿ ಜಾರಿಗೆ ತಂದು ಬಡವರ ಪರ ಕಾರ್ಯಕ್ರಮವನ್ನು ಜಾರಿ ಮಾಡಿದ್ದೇವೆ. ಜಾತಿ, ಧರ್ಮ, ಪಕ್ಷಭೇದವಿಲ್ಲದೆ ಎಲ್ಲರೂ ಗ್ಯಾರಂಟಿ ಫಲಾನುಭವಿಗಳಾಗಿದ್ದಾರೆ. ಹೆಣ್ಣು ಮಕ್ಕಳಿಂದ ಎಂದೆಂದೂ ಬಾರ ದೇವತೆಯಾಗಲಿ	[253, 470, 411, 612]
divyavani-title: ದಿವ್ಯವಾಣಿ	[113, 63, 179, 80]
rashi-row	[47, 751, 245, 767]
karana-label: ಕರಣ	[90, 655, 102, 663]
nakshatra-label: ನಕ್ಷತ್ರ	[190, 605, 202, 613]
article2-col2: ಹೋಗಿ ಬಂದಿದ್ದಾರೆ. ಇಂದಿರಾ ಕ್ಯಾಂಟೀನ್ ಮೊದಲು ನಗರ ಪ್ರದೇಶಕ್ಕೆ ಸೀಮಿತವಾಗಿತ್ತು. ನಂತರ ತಾಲೂಕು ಕೇಂದ್ರ ಹೋಬಳಿ ಮಟ್ಟಕ್ಕೆ ವಿಸ್ತರಿಸಲಾಗಿದೆ. ಹುಳಿಯಾರಿನ 85 ಲಕ್ಷ ರೂ. ವೆಚ್ಚದಲ್ಲಿ ಇಂದಿರಾ ಕ್ಯಾಂಟೀನ್ 9 ಕೋಟಿ ರೂ.	[420, 665, 568, 705]
moonset-time: 7.38 AM	[146, 450, 246, 462]
